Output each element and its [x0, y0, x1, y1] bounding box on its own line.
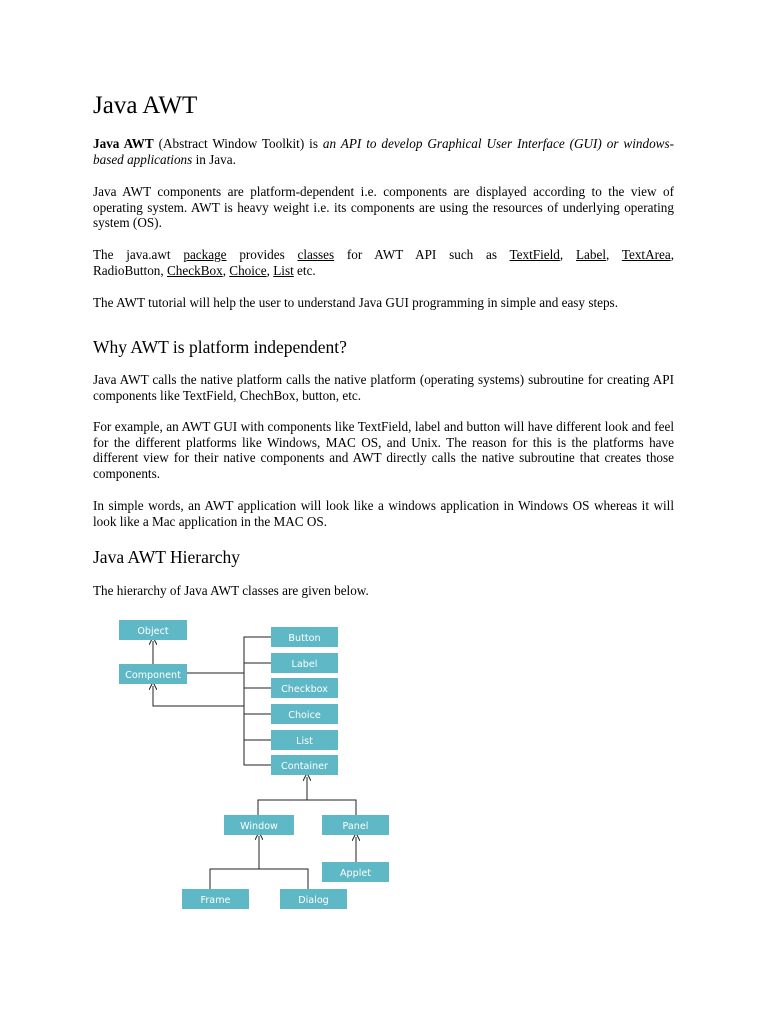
choice-link[interactable]: Choice — [229, 262, 267, 278]
native-paragraph: Java AWT calls the native platform calls the native platform (operating systems) subroutine for creating API components like TextField, ChechBox, button, etc. — [93, 372, 674, 403]
package-text-3: for AWT API such as — [334, 247, 510, 262]
textarea-link[interactable]: TextArea — [621, 247, 671, 262]
node-checkbox — [271, 678, 338, 698]
node-container-label: Container — [281, 761, 328, 772]
node-label-label: Label — [291, 659, 318, 670]
package-sep-5: , — [266, 262, 274, 278]
node-choice — [271, 704, 338, 724]
section-heading-platform: Why AWT is platform independent? — [93, 337, 347, 357]
node-applet — [322, 862, 389, 882]
classes-link[interactable]: classes — [297, 247, 335, 262]
example-paragraph: For example, an AWT GUI with components like TextField, label and button will have different look and feel for the different platforms like Windows, MAC OS, and Unix. The reason for this is the platforms have different view for their native components and AWT directly calls the native subroutine that creates those components. — [93, 419, 674, 481]
intro-italic: an API to develop Graphical User Interface (GUI) or windows-based applications — [93, 136, 674, 167]
package-text-5: etc. — [293, 262, 316, 278]
node-panel — [322, 815, 389, 835]
package-link[interactable]: package — [183, 247, 227, 262]
tutorial-paragraph: The AWT tutorial will help the user to understand Java GUI programming in simple and easy steps. — [93, 295, 618, 310]
node-list-label: List — [296, 736, 313, 747]
package-text-4: RadioButton, — [93, 262, 167, 278]
node-label — [271, 653, 338, 673]
node-container — [271, 755, 338, 775]
edge-components-bus — [244, 637, 271, 765]
textfield-link[interactable]: TextField — [509, 247, 560, 262]
node-button — [271, 627, 338, 647]
package-text-1: The java.awt — [93, 247, 184, 262]
label-link[interactable]: Label — [575, 247, 606, 262]
components-paragraph: Java AWT components are platform-dependent i.e. components are displayed according to the view of operating system. AWT is heavy weight i.e. its components are using the resources of underlying operating system (OS). — [93, 184, 674, 231]
node-frame — [182, 889, 249, 909]
page-title: Java AWT — [93, 92, 198, 119]
node-dialog — [280, 889, 347, 909]
node-list — [271, 730, 338, 750]
node-panel-label: Panel — [342, 821, 369, 832]
node-checkbox-label: Checkbox — [281, 684, 328, 695]
package-sep-3: , — [670, 247, 674, 262]
node-dialog-label: Dialog — [298, 895, 329, 906]
package-sep-1: , — [559, 247, 576, 262]
hierarchy-paragraph: The hierarchy of Java AWT classes are given below. — [93, 583, 369, 598]
edge-component-bus — [153, 686, 244, 706]
section-heading-hierarchy: Java AWT Hierarchy — [93, 547, 240, 567]
package-sep-4: , — [222, 262, 230, 278]
node-object-label: Object — [137, 626, 169, 637]
intro-text-1: (Abstract Window Toolkit) is — [153, 136, 323, 151]
intro-text-2: in Java. — [192, 151, 236, 167]
node-applet-label: Applet — [339, 868, 372, 879]
checkbox-link[interactable]: CheckBox — [167, 262, 223, 278]
node-component-label: Component — [125, 670, 181, 681]
package-text-2: provides — [226, 247, 298, 262]
node-window-label: Window — [240, 821, 278, 832]
node-frame-label: Frame — [200, 895, 231, 906]
list-link[interactable]: List — [273, 262, 294, 278]
node-choice-label: Choice — [288, 710, 321, 721]
simple-words-paragraph: In simple words, an AWT application will look like a windows application in Windows OS whereas it will look like a Mac application in the MAC OS. — [93, 498, 674, 529]
edge-window-bus — [210, 869, 308, 889]
intro-bold: Java AWT — [93, 136, 154, 151]
node-window — [224, 815, 294, 835]
node-object — [119, 620, 187, 640]
package-sep-2: , — [606, 247, 622, 262]
node-component — [119, 664, 187, 684]
node-button-label: Button — [288, 633, 321, 644]
edge-container-bus — [258, 800, 356, 815]
